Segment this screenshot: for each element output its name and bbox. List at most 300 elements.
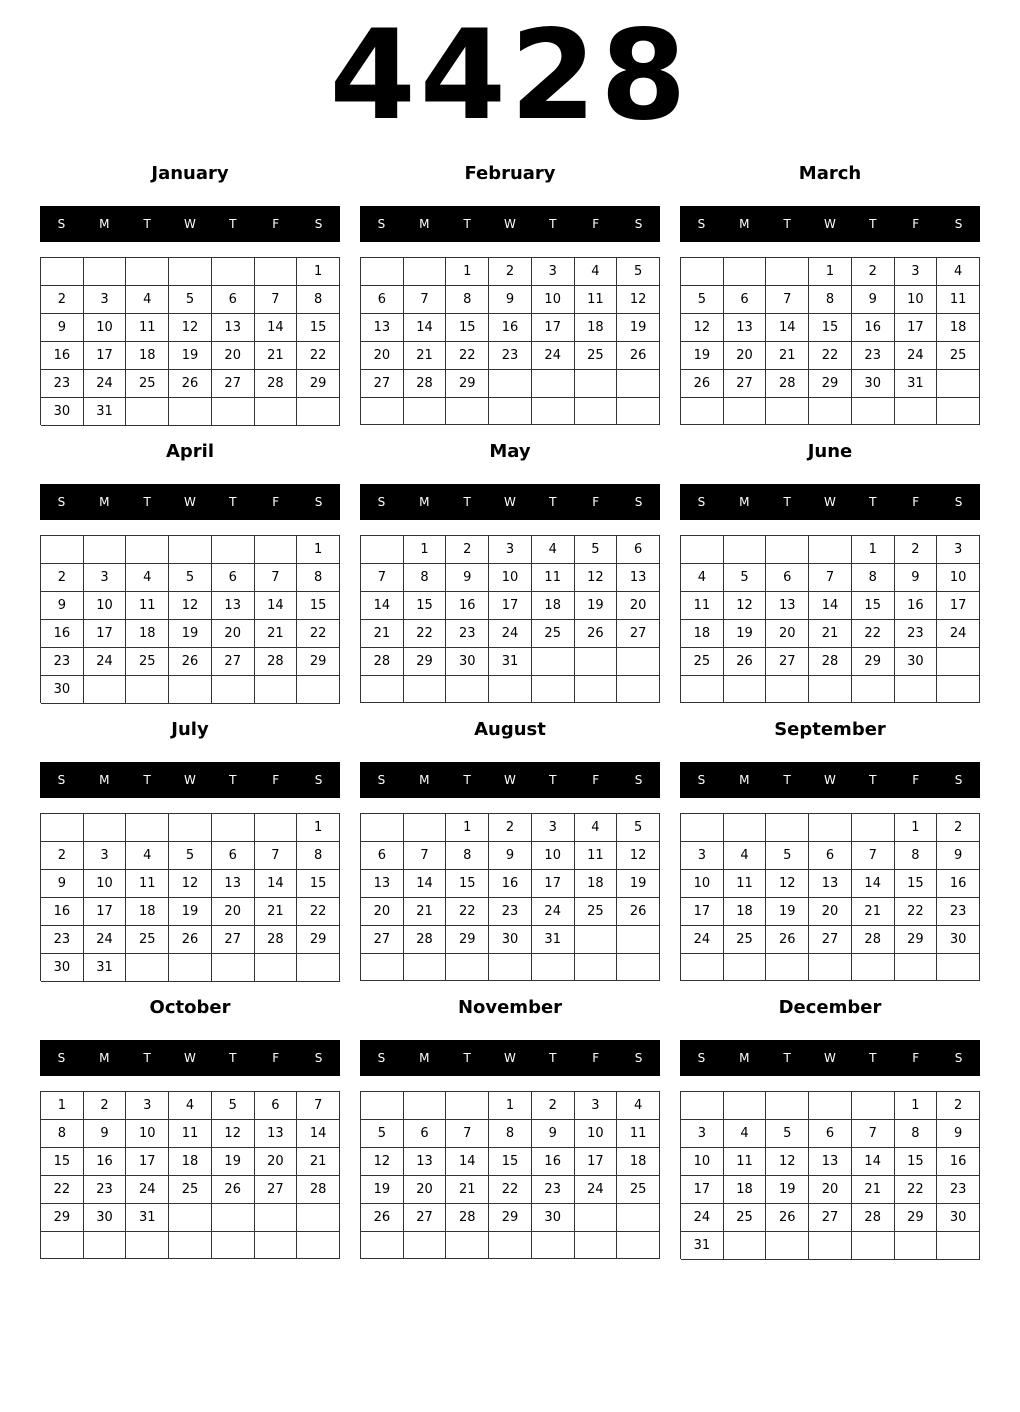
day-grid	[680, 1091, 980, 1259]
day-cell: 18	[575, 870, 618, 898]
day-cell: 9	[446, 564, 489, 592]
day-cell: 14	[852, 1148, 895, 1176]
day-cell: 12	[617, 842, 660, 870]
empty-cell	[126, 398, 169, 426]
empty-cell	[126, 676, 169, 704]
day-cell: 11	[724, 1148, 767, 1176]
day-cell: 19	[361, 1176, 404, 1204]
empty-cell	[937, 648, 980, 676]
day-cell: 31	[126, 1204, 169, 1232]
day-cell: 11	[575, 286, 618, 314]
day-cell: 31	[84, 954, 127, 982]
empty-cell	[297, 954, 340, 982]
month-name: June	[807, 441, 853, 462]
day-cell: 18	[617, 1148, 660, 1176]
empty-cell	[84, 258, 127, 286]
day-cell: 14	[255, 314, 298, 342]
day-cell: 7	[255, 564, 298, 592]
day-cell: 14	[297, 1120, 340, 1148]
day-cell: 16	[489, 314, 532, 342]
day-cell: 5	[617, 258, 660, 286]
day-cell: 13	[809, 870, 852, 898]
empty-cell	[84, 1232, 127, 1259]
empty-cell	[126, 258, 169, 286]
weekday-label: T	[229, 217, 237, 231]
day-grid	[40, 1091, 340, 1259]
day-cell: 5	[617, 814, 660, 842]
day-cell: 13	[212, 314, 255, 342]
day-cell: 28	[255, 370, 298, 398]
weekday-header	[40, 484, 340, 520]
weekday-label: M	[739, 773, 750, 787]
empty-cell	[724, 258, 767, 286]
day-cell: 27	[809, 1204, 852, 1232]
day-cell: 21	[255, 620, 298, 648]
day-cell: 27	[404, 1204, 447, 1232]
empty-cell	[895, 676, 938, 703]
day-cell: 22	[852, 620, 895, 648]
empty-cell	[84, 814, 127, 842]
empty-cell	[126, 1232, 169, 1259]
empty-cell	[681, 814, 724, 842]
day-cell: 10	[84, 870, 127, 898]
day-cell: 6	[617, 536, 660, 564]
day-cell: 22	[297, 620, 340, 648]
day-cell: 8	[297, 842, 340, 870]
day-cell: 22	[895, 1176, 938, 1204]
day-cell: 23	[532, 1176, 575, 1204]
day-cell: 16	[895, 592, 938, 620]
empty-cell	[575, 648, 618, 676]
day-cell: 17	[681, 898, 724, 926]
day-cell: 19	[169, 342, 212, 370]
day-cell: 29	[446, 370, 489, 398]
day-cell: 30	[895, 648, 938, 676]
day-cell: 15	[41, 1148, 84, 1176]
day-cell: 17	[937, 592, 980, 620]
empty-cell	[937, 676, 980, 703]
weekday-header	[680, 206, 980, 242]
day-cell: 27	[212, 370, 255, 398]
day-cell: 30	[489, 926, 532, 954]
day-cell: 1	[297, 536, 340, 564]
day-cell: 6	[361, 286, 404, 314]
weekday-label: W	[824, 217, 836, 231]
day-cell: 22	[297, 342, 340, 370]
day-cell: 6	[361, 842, 404, 870]
day-cell: 22	[297, 898, 340, 926]
day-cell: 23	[41, 370, 84, 398]
weekday-label: W	[504, 773, 516, 787]
day-cell: 4	[681, 564, 724, 592]
empty-cell	[404, 1092, 447, 1120]
empty-cell	[617, 648, 660, 676]
day-cell: 29	[446, 926, 489, 954]
day-cell: 30	[41, 676, 84, 704]
day-cell: 9	[489, 842, 532, 870]
day-cell: 5	[361, 1120, 404, 1148]
empty-cell	[255, 814, 298, 842]
day-grid	[40, 257, 340, 425]
day-cell: 13	[809, 1148, 852, 1176]
empty-cell	[681, 258, 724, 286]
day-cell: 23	[852, 342, 895, 370]
weekday-label: S	[314, 217, 323, 231]
weekday-label: T	[549, 217, 557, 231]
empty-cell	[852, 954, 895, 981]
empty-cell	[809, 676, 852, 703]
day-cell: 17	[532, 314, 575, 342]
day-cell: 4	[724, 1120, 767, 1148]
weekday-header	[40, 762, 340, 798]
day-cell: 25	[575, 342, 618, 370]
day-cell: 11	[169, 1120, 212, 1148]
day-cell: 28	[361, 648, 404, 676]
day-cell: 24	[126, 1176, 169, 1204]
empty-cell	[766, 1092, 809, 1120]
empty-cell	[404, 954, 447, 981]
empty-cell	[937, 398, 980, 425]
day-cell: 14	[255, 870, 298, 898]
weekday-label: T	[869, 773, 877, 787]
day-cell: 16	[489, 870, 532, 898]
day-cell: 12	[212, 1120, 255, 1148]
day-cell: 1	[297, 258, 340, 286]
weekday-label: W	[184, 495, 196, 509]
day-cell: 6	[724, 286, 767, 314]
empty-cell	[212, 676, 255, 704]
day-cell: 18	[126, 898, 169, 926]
day-cell: 31	[681, 1232, 724, 1260]
empty-cell	[404, 258, 447, 286]
empty-cell	[297, 676, 340, 704]
weekday-label: M	[99, 495, 110, 509]
empty-cell	[681, 954, 724, 981]
day-cell: 3	[575, 1092, 618, 1120]
day-cell: 25	[681, 648, 724, 676]
day-cell: 11	[126, 592, 169, 620]
day-cell: 17	[895, 314, 938, 342]
day-cell: 21	[404, 342, 447, 370]
day-cell: 11	[532, 564, 575, 592]
empty-cell	[575, 1204, 618, 1232]
day-grid	[360, 257, 660, 425]
day-cell: 2	[937, 1092, 980, 1120]
day-cell: 5	[169, 564, 212, 592]
day-cell: 7	[404, 842, 447, 870]
day-cell: 21	[852, 898, 895, 926]
empty-cell	[126, 954, 169, 982]
weekday-label: T	[783, 217, 791, 231]
month-may	[360, 442, 660, 712]
weekday-label: W	[184, 1051, 196, 1065]
empty-cell	[212, 954, 255, 982]
empty-cell	[766, 1232, 809, 1260]
empty-cell	[361, 536, 404, 564]
day-cell: 26	[766, 1204, 809, 1232]
day-cell: 6	[212, 842, 255, 870]
day-cell: 6	[809, 1120, 852, 1148]
day-cell: 2	[489, 258, 532, 286]
day-cell: 5	[681, 286, 724, 314]
empty-cell	[809, 536, 852, 564]
day-cell: 20	[766, 620, 809, 648]
empty-cell	[575, 1232, 618, 1259]
empty-cell	[766, 954, 809, 981]
day-cell: 4	[169, 1092, 212, 1120]
day-cell: 9	[41, 870, 84, 898]
empty-cell	[724, 1232, 767, 1260]
day-cell: 26	[169, 648, 212, 676]
weekday-label: T	[869, 495, 877, 509]
day-cell: 15	[297, 314, 340, 342]
day-cell: 9	[852, 286, 895, 314]
weekday-label: M	[419, 495, 430, 509]
empty-cell	[809, 954, 852, 981]
weekday-header	[360, 206, 660, 242]
weekday-label: S	[377, 1051, 386, 1065]
day-cell: 28	[255, 926, 298, 954]
empty-cell	[41, 1232, 84, 1259]
weekday-label: S	[954, 495, 963, 509]
day-cell: 10	[84, 314, 127, 342]
day-cell: 16	[41, 898, 84, 926]
weekday-label: T	[869, 217, 877, 231]
empty-cell	[766, 676, 809, 703]
day-cell: 7	[446, 1120, 489, 1148]
empty-cell	[532, 370, 575, 398]
empty-cell	[937, 1232, 980, 1260]
empty-cell	[724, 1092, 767, 1120]
day-cell: 8	[297, 286, 340, 314]
day-cell: 8	[852, 564, 895, 592]
day-cell: 23	[84, 1176, 127, 1204]
day-cell: 2	[532, 1092, 575, 1120]
empty-cell	[169, 1232, 212, 1259]
day-cell: 27	[212, 648, 255, 676]
day-cell: 19	[724, 620, 767, 648]
empty-cell	[895, 1232, 938, 1260]
day-cell: 31	[84, 398, 127, 426]
day-cell: 5	[575, 536, 618, 564]
day-cell: 28	[255, 648, 298, 676]
weekday-label: W	[824, 773, 836, 787]
weekday-label: T	[549, 773, 557, 787]
weekday-label: T	[463, 217, 471, 231]
day-cell: 4	[126, 842, 169, 870]
day-cell: 27	[809, 926, 852, 954]
day-cell: 21	[255, 898, 298, 926]
day-cell: 24	[681, 1204, 724, 1232]
empty-cell	[255, 676, 298, 704]
day-cell: 16	[937, 1148, 980, 1176]
empty-cell	[446, 1092, 489, 1120]
day-cell: 14	[766, 314, 809, 342]
day-cell: 6	[212, 286, 255, 314]
day-cell: 4	[532, 536, 575, 564]
empty-cell	[617, 370, 660, 398]
day-cell: 26	[169, 926, 212, 954]
month-name: July	[171, 719, 209, 740]
empty-cell	[852, 676, 895, 703]
weekday-label: M	[419, 773, 430, 787]
weekday-label: F	[912, 217, 920, 231]
weekday-label: M	[419, 217, 430, 231]
day-cell: 28	[446, 1204, 489, 1232]
day-grid	[680, 535, 980, 703]
empty-cell	[361, 676, 404, 703]
month-name: December	[778, 997, 882, 1018]
weekday-label: W	[184, 773, 196, 787]
empty-cell	[681, 536, 724, 564]
weekday-label: T	[783, 495, 791, 509]
empty-cell	[41, 814, 84, 842]
day-cell: 14	[852, 870, 895, 898]
day-cell: 16	[41, 342, 84, 370]
empty-cell	[361, 1092, 404, 1120]
day-cell: 16	[41, 620, 84, 648]
weekday-label: M	[419, 1051, 430, 1065]
day-cell: 29	[809, 370, 852, 398]
day-grid	[680, 257, 980, 425]
day-cell: 15	[895, 1148, 938, 1176]
day-cell: 26	[212, 1176, 255, 1204]
day-cell: 1	[446, 814, 489, 842]
month-october	[40, 998, 340, 1268]
day-cell: 8	[446, 842, 489, 870]
empty-cell	[766, 536, 809, 564]
day-cell: 8	[809, 286, 852, 314]
day-cell: 19	[169, 898, 212, 926]
empty-cell	[212, 1204, 255, 1232]
day-cell: 21	[404, 898, 447, 926]
day-cell: 2	[895, 536, 938, 564]
weekday-label: W	[504, 495, 516, 509]
empty-cell	[84, 676, 127, 704]
day-cell: 9	[532, 1120, 575, 1148]
day-cell: 7	[852, 842, 895, 870]
day-cell: 22	[895, 898, 938, 926]
day-cell: 11	[681, 592, 724, 620]
month-name: February	[464, 163, 556, 184]
day-cell: 3	[126, 1092, 169, 1120]
day-cell: 12	[766, 1148, 809, 1176]
day-cell: 18	[169, 1148, 212, 1176]
day-cell: 15	[297, 592, 340, 620]
day-cell: 25	[169, 1176, 212, 1204]
day-cell: 13	[724, 314, 767, 342]
day-cell: 18	[724, 898, 767, 926]
day-cell: 25	[126, 648, 169, 676]
weekday-label: T	[463, 773, 471, 787]
day-cell: 24	[937, 620, 980, 648]
day-cell: 12	[169, 870, 212, 898]
weekday-label: T	[229, 1051, 237, 1065]
day-cell: 2	[41, 842, 84, 870]
day-cell: 7	[255, 286, 298, 314]
day-cell: 19	[212, 1148, 255, 1176]
day-cell: 18	[575, 314, 618, 342]
day-cell: 29	[297, 926, 340, 954]
day-cell: 12	[169, 592, 212, 620]
day-cell: 5	[212, 1092, 255, 1120]
day-cell: 8	[297, 564, 340, 592]
day-cell: 30	[446, 648, 489, 676]
empty-cell	[255, 536, 298, 564]
empty-cell	[126, 814, 169, 842]
month-name: March	[798, 163, 862, 184]
day-cell: 20	[809, 898, 852, 926]
day-cell: 24	[84, 926, 127, 954]
weekday-label: T	[463, 1051, 471, 1065]
day-cell: 24	[575, 1176, 618, 1204]
day-cell: 4	[575, 258, 618, 286]
weekday-header	[360, 1040, 660, 1076]
empty-cell	[724, 814, 767, 842]
empty-cell	[681, 676, 724, 703]
empty-cell	[84, 536, 127, 564]
weekday-label: S	[697, 1051, 706, 1065]
empty-cell	[532, 398, 575, 425]
day-grid	[40, 535, 340, 703]
day-grid	[40, 813, 340, 981]
day-cell: 18	[532, 592, 575, 620]
day-cell: 27	[212, 926, 255, 954]
day-cell: 24	[84, 648, 127, 676]
day-cell: 3	[681, 842, 724, 870]
day-cell: 24	[532, 898, 575, 926]
day-cell: 27	[255, 1176, 298, 1204]
day-cell: 20	[361, 342, 404, 370]
day-cell: 18	[126, 620, 169, 648]
day-cell: 9	[937, 842, 980, 870]
day-cell: 10	[681, 870, 724, 898]
empty-cell	[575, 370, 618, 398]
empty-cell	[212, 1232, 255, 1259]
day-cell: 14	[361, 592, 404, 620]
day-cell: 2	[41, 286, 84, 314]
day-cell: 10	[937, 564, 980, 592]
month-february	[360, 164, 660, 434]
day-cell: 25	[126, 926, 169, 954]
empty-cell	[446, 954, 489, 981]
day-cell: 29	[895, 1204, 938, 1232]
day-cell: 11	[575, 842, 618, 870]
empty-cell	[255, 954, 298, 982]
day-cell: 8	[895, 842, 938, 870]
day-grid	[360, 813, 660, 981]
day-cell: 27	[361, 370, 404, 398]
weekday-label: S	[57, 1051, 66, 1065]
empty-cell	[532, 676, 575, 703]
day-cell: 8	[489, 1120, 532, 1148]
empty-cell	[169, 1204, 212, 1232]
day-cell: 28	[766, 370, 809, 398]
day-cell: 13	[212, 870, 255, 898]
day-cell: 30	[84, 1204, 127, 1232]
empty-cell	[852, 1232, 895, 1260]
month-name: January	[151, 163, 229, 184]
day-cell: 15	[489, 1148, 532, 1176]
day-cell: 24	[681, 926, 724, 954]
day-cell: 25	[575, 898, 618, 926]
month-september	[680, 720, 980, 990]
day-cell: 16	[446, 592, 489, 620]
weekday-label: S	[314, 773, 323, 787]
day-cell: 7	[809, 564, 852, 592]
day-cell: 19	[169, 620, 212, 648]
day-cell: 14	[404, 870, 447, 898]
